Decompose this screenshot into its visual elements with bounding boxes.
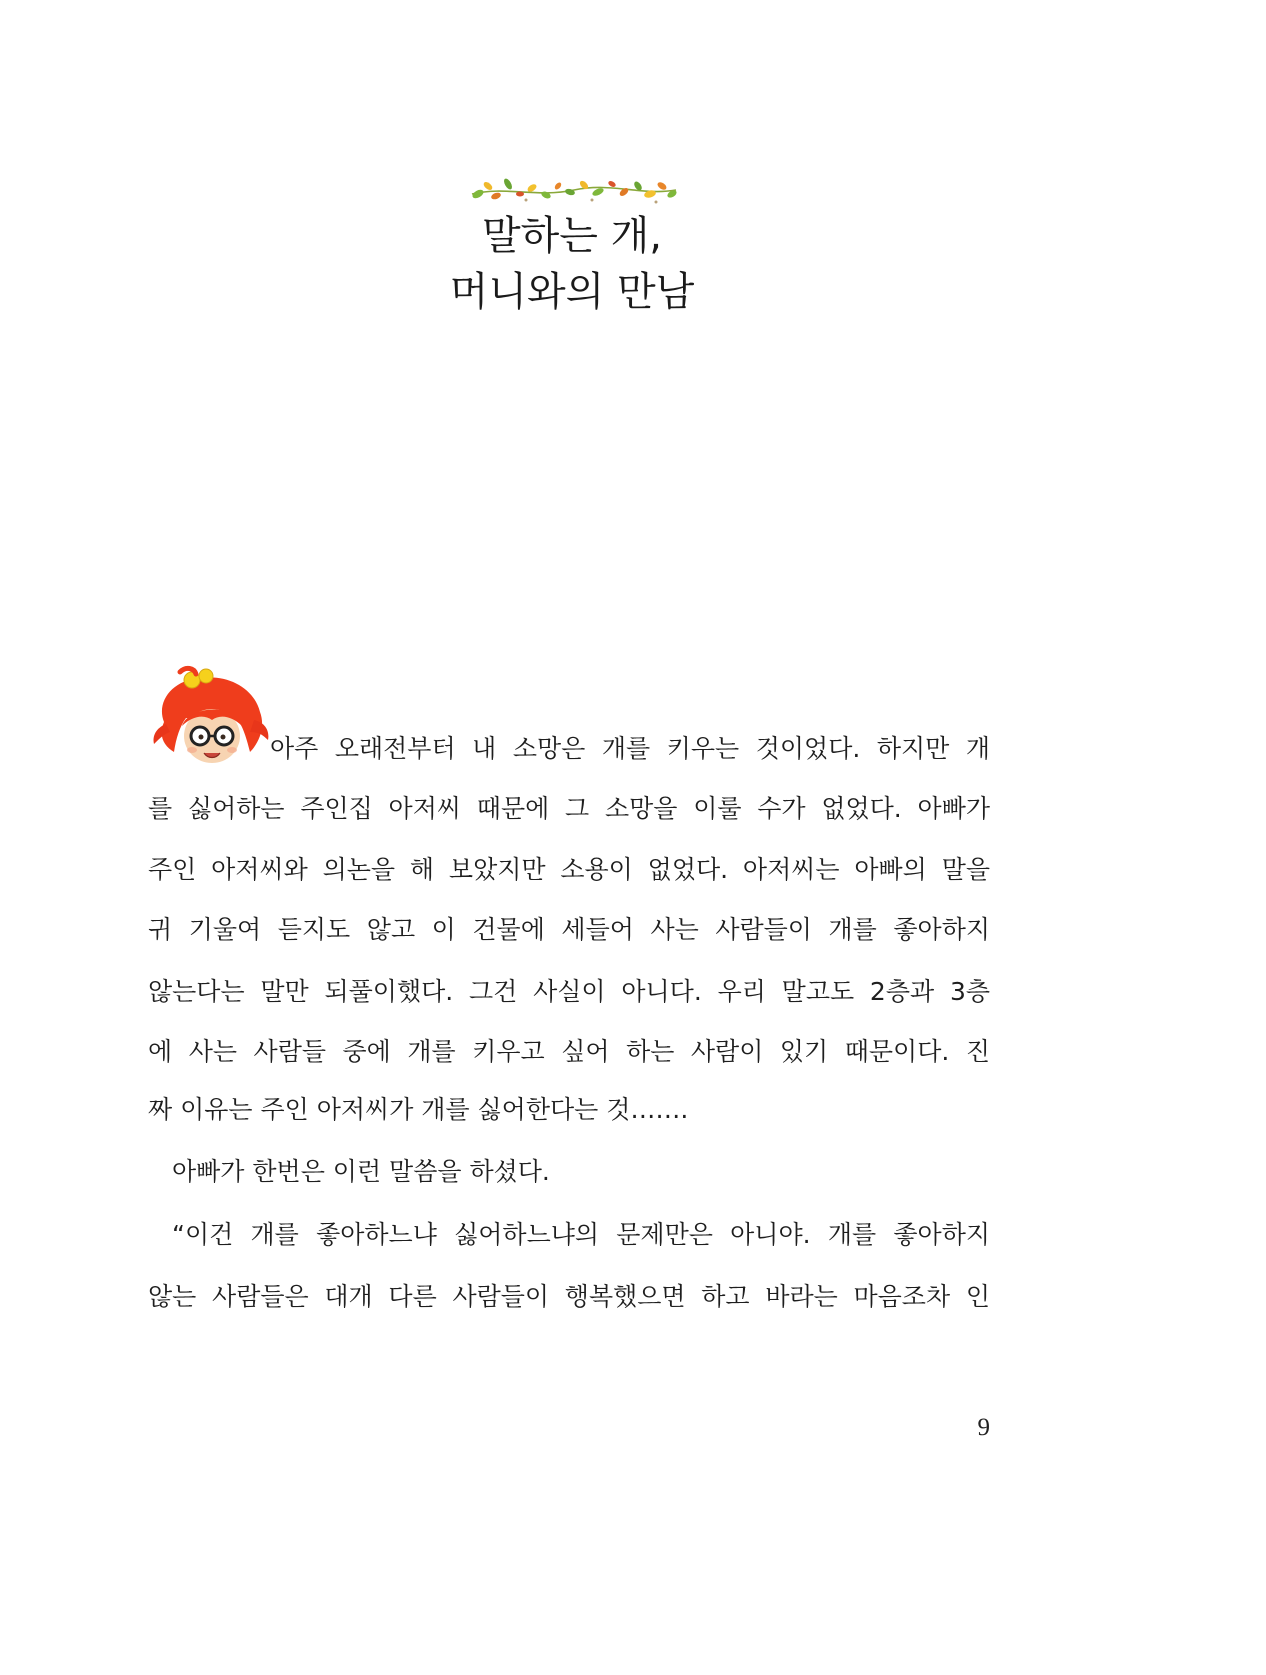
body-line: 주인 아저씨와 의논을 해 보았지만 소용이 없었다. 아저씨는 아빠의 말을	[148, 855, 990, 884]
body-line: “이건 개를 좋아하느냐 싫어하느냐의 문제만은 아니야. 개를 좋아하지	[172, 1220, 990, 1249]
chapter-title-line-2: 머니와의 만남	[449, 269, 695, 315]
body-line: 귀 기울여 듣지도 않고 이 건물에 세들어 사는 사람들이 개를 좋아하지	[148, 915, 990, 944]
body-line: 를 싫어하는 주인집 아저씨 때문에 그 소망을 이룰 수가 없었다. 아빠가	[148, 794, 990, 823]
body-line: 않는 사람들은 대개 다른 사람들이 행복했으면 하고 바라는 마음조차 인	[148, 1282, 990, 1311]
body-line: 에 사는 사람들 중에 개를 키우고 싶어 하는 사람이 있기 때문이다. 진	[148, 1037, 990, 1066]
body-line: 아빠가 한번은 이런 말씀을 하셨다.	[172, 1157, 550, 1186]
body-line: 아주 오래전부터 내 소망은 개를 키우는 것이었다. 하지만 개	[270, 734, 990, 763]
leaf-vine-ornament	[466, 164, 682, 212]
chapter-title	[362, 208, 782, 320]
body-line: 짜 이유는 주인 아저씨가 개를 싫어한다는 것…….	[148, 1095, 689, 1124]
narrator-girl-illustration	[150, 662, 272, 770]
page-number: 9	[977, 1414, 990, 1441]
chapter-title-line-1: 말하는 개,	[482, 213, 662, 259]
body-line: 않는다는 말만 되풀이했다. 그건 사실이 아니다. 우리 말고도 2층과 3층	[148, 977, 990, 1006]
